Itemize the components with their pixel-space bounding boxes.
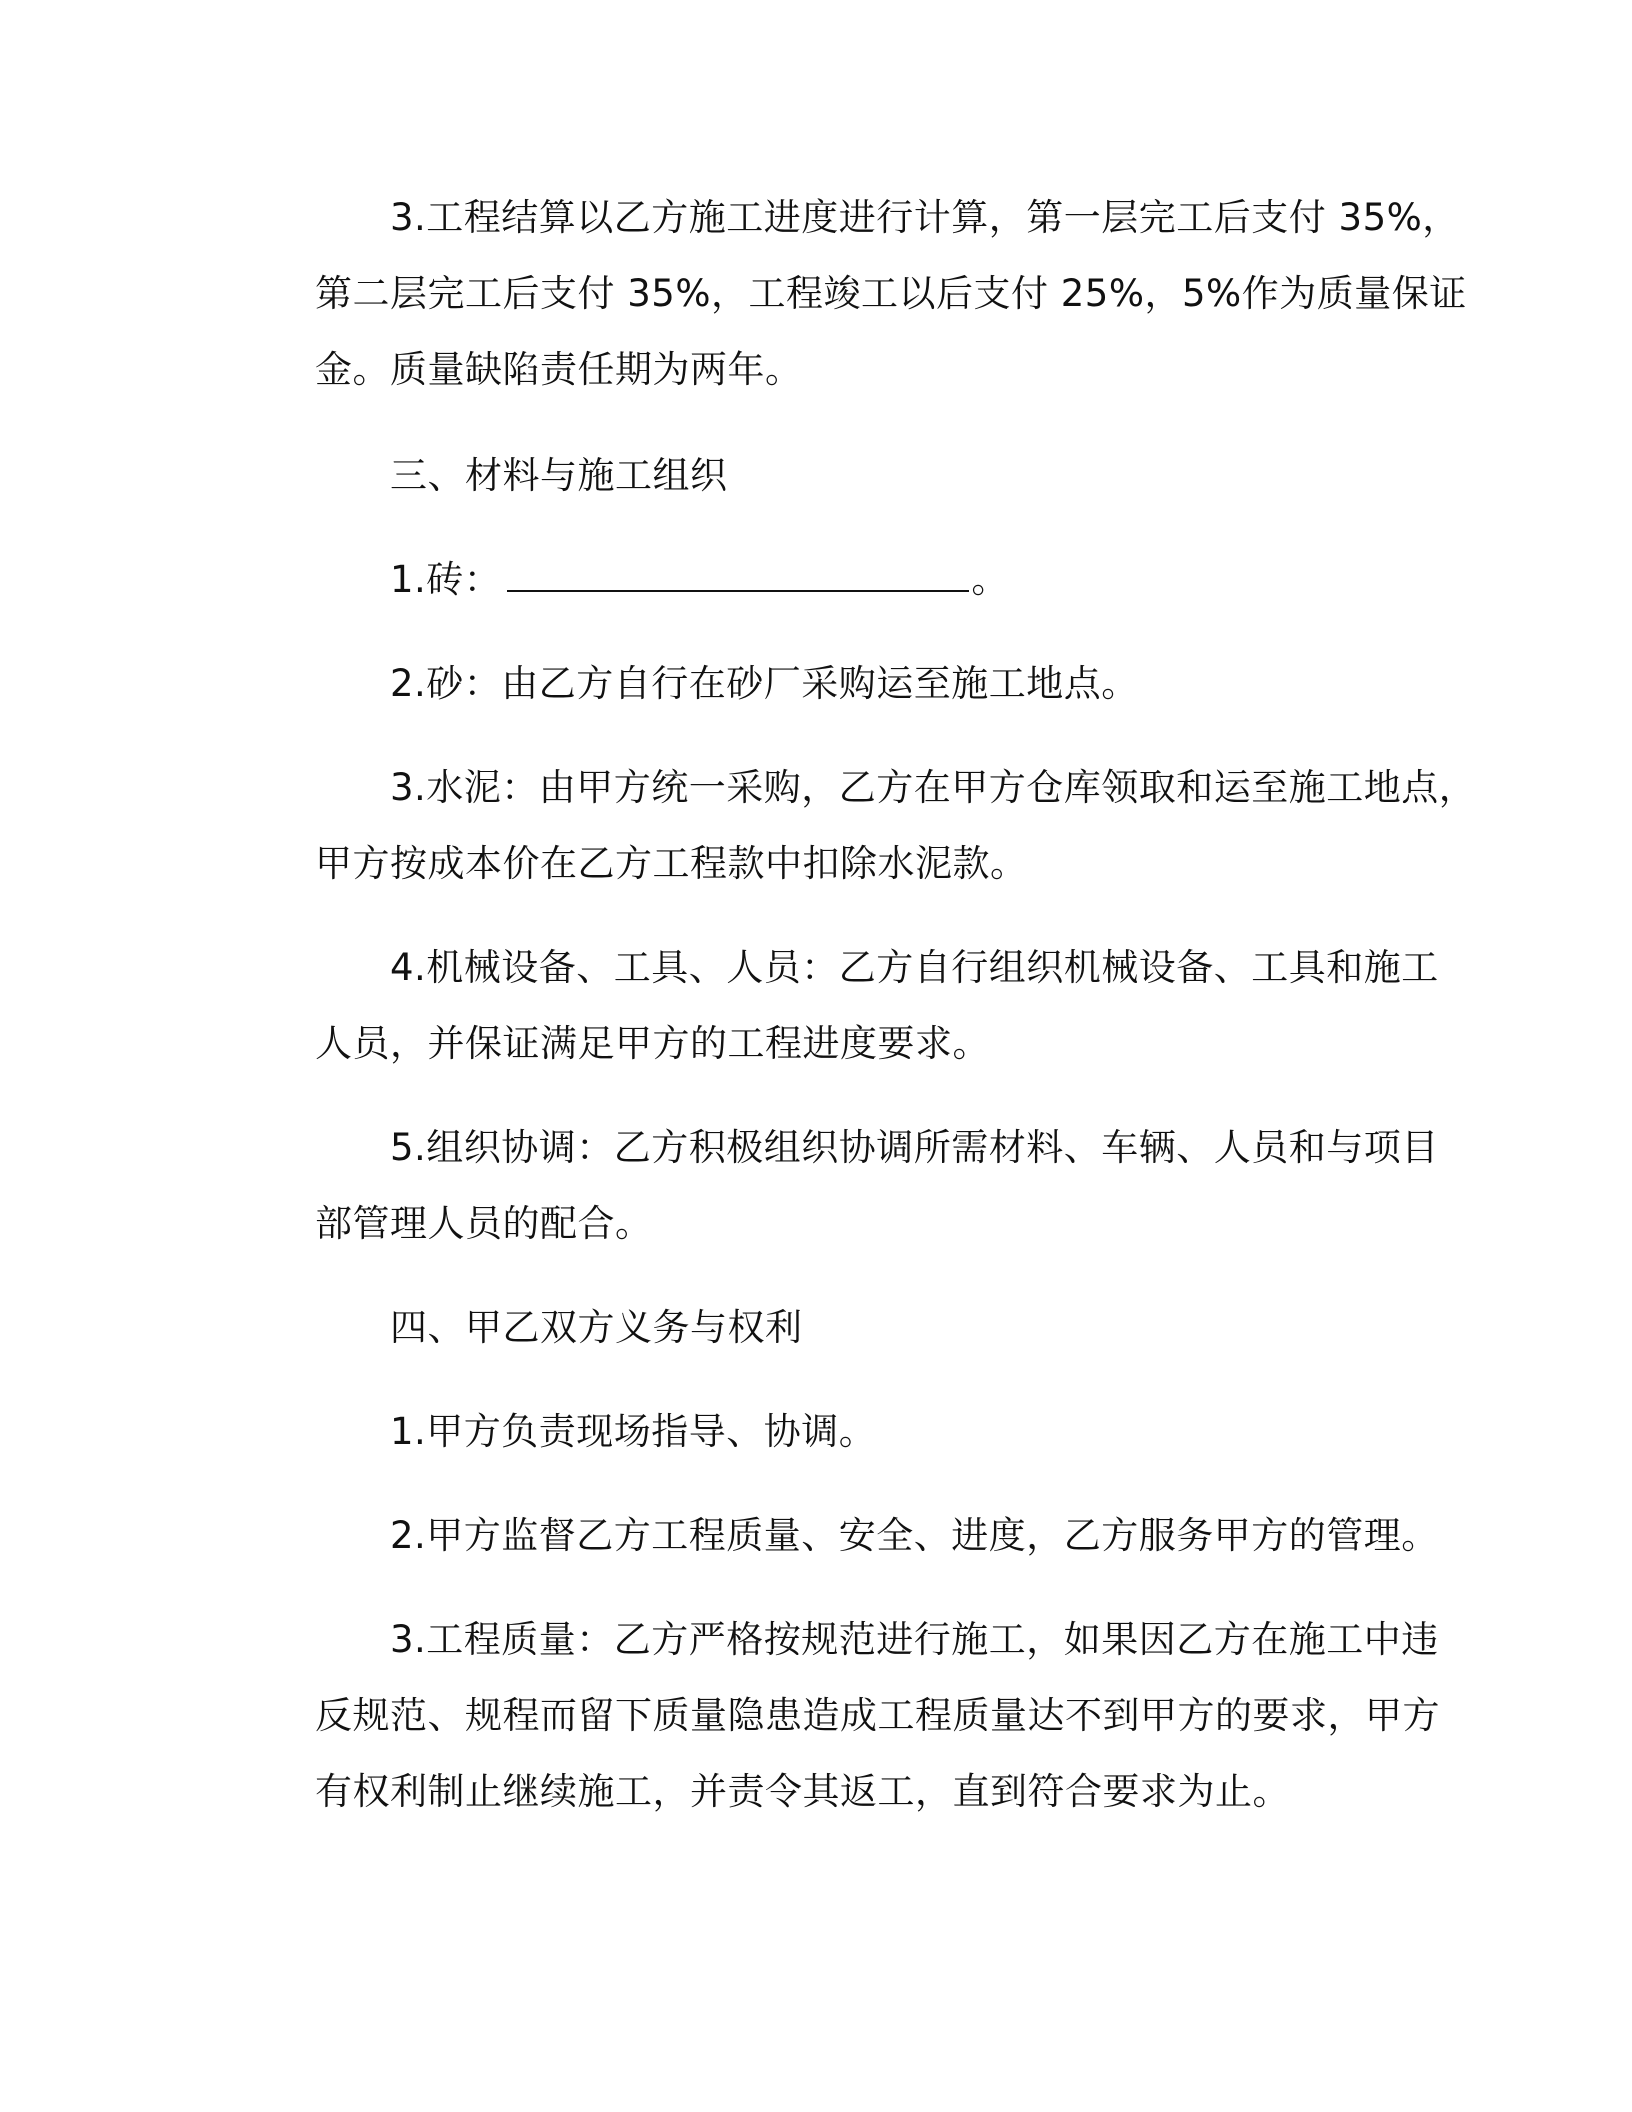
text-line: 2.砂：由乙方自行在砂厂采购运至施工地点。 [390,662,1139,705]
text-line: 人员，并保证满足甲方的工程进度要求。 [315,1022,990,1065]
brick-label: 1.砖： [390,558,502,601]
paragraph-cement [240,750,1477,902]
text-line: 2.甲方监督乙方工程质量、安全、进度，乙方服务甲方的管理。 [390,1514,1439,1557]
text-line: 5.组织协调：乙方积极组织协调所需材料、车辆、人员和与项目 [390,1126,1439,1169]
text-line: 3.水泥：由甲方统一采购，乙方在甲方仓库领取和运至施工地点， [390,766,1477,809]
paragraph-guidance [240,1394,1390,1470]
paragraph-supervision [240,1498,1439,1574]
fill-in-blank[interactable] [507,560,969,592]
text-line: 4.机械设备、工具、人员：乙方自行组织机械设备、工具和施工 [390,946,1439,989]
paragraph-settlement [240,180,1467,408]
section-heading-obligations [240,1290,1390,1366]
heading-text: 四、甲乙双方义务与权利 [390,1306,803,1349]
paragraph-quality [240,1602,1440,1830]
paragraph-brick [240,542,1390,618]
text-line: 部管理人员的配合。 [315,1202,653,1245]
brick-suffix: 。 [971,558,1009,601]
text-line [240,542,1390,618]
text-line: 金。质量缺陷责任期为两年。 [315,348,803,391]
text-line: 有权利制止继续施工，并责令其返工，直到符合要求为止。 [315,1770,1290,1813]
text-line: 甲方按成本价在乙方工程款中扣除水泥款。 [315,842,1028,885]
text-line: 3.工程结算以乙方施工进度进行计算，第一层完工后支付 35%， [390,196,1460,239]
text-line: 第二层完工后支付 35%，工程竣工以后支付 25%，5%作为质量保证 [315,272,1467,315]
text-line: 1.甲方负责现场指导、协调。 [390,1410,877,1453]
text-line: 3.工程质量：乙方严格按规范进行施工，如果因乙方在施工中违 [390,1618,1439,1661]
section-heading-materials [240,438,1390,514]
paragraph-coordination [240,1110,1439,1262]
text-line: 反规范、规程而留下质量隐患造成工程质量达不到甲方的要求，甲方 [315,1694,1440,1737]
heading-text: 三、材料与施工组织 [390,454,728,497]
paragraph-equipment [240,930,1439,1082]
paragraph-sand [240,646,1390,722]
